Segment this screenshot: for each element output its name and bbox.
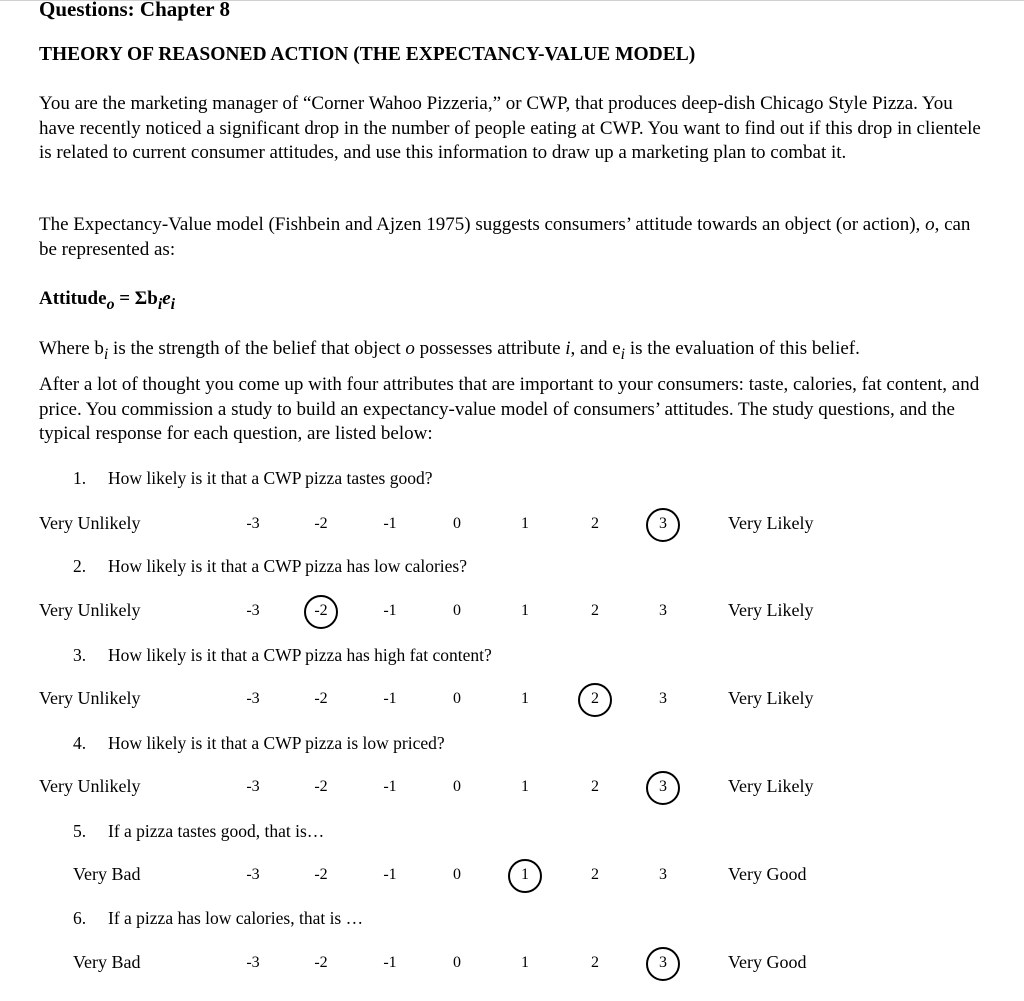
- where-text-2: is the strength of the belief that object: [108, 338, 406, 359]
- scale-left-label: Very Bad: [73, 952, 141, 972]
- scale-value: 0: [453, 690, 461, 707]
- where-var-i: i: [565, 338, 571, 359]
- formula-rhs-e: e: [162, 288, 171, 309]
- scale-value: -2: [314, 515, 328, 532]
- selected-response-circle: [304, 595, 338, 629]
- scale-value: 1: [521, 690, 529, 707]
- scale-value: 3: [659, 778, 667, 795]
- scale-value: -3: [246, 866, 260, 883]
- scale-left-label: Very Unlikely: [39, 776, 141, 796]
- scale-value: 1: [521, 866, 529, 883]
- scale-value: 0: [453, 866, 461, 883]
- where-text-1: Where b: [39, 338, 104, 359]
- formula-rhs-sub1: i: [157, 295, 163, 313]
- scale-value: 1: [521, 778, 529, 795]
- formula-lhs: Attitude: [39, 288, 107, 309]
- selected-response-circle: [646, 508, 680, 542]
- model-text-2: , can be represented as:: [39, 214, 971, 260]
- where-sub-2: i: [620, 345, 626, 363]
- scale-right-label: Very Likely: [728, 513, 814, 533]
- scale-right-label: Very Likely: [728, 688, 814, 708]
- scale-value: 0: [453, 954, 461, 971]
- scale-value: 2: [591, 866, 599, 883]
- question-text: How likely is it that a CWP pizza has high fat content?: [108, 645, 492, 665]
- question-number: 6.: [73, 908, 87, 928]
- formula-rhs: = Σb: [114, 288, 158, 309]
- where-text-5: is the evaluation of this belief.: [625, 338, 860, 359]
- selected-response-circle: [508, 859, 542, 893]
- section-heading: THEORY OF REASONED ACTION (THE EXPECTANCY-VALUE MODEL): [39, 44, 696, 65]
- scale-value: -1: [383, 515, 397, 532]
- question-number: 1.: [73, 468, 87, 488]
- scale-value: 2: [591, 602, 599, 619]
- scale-value: 0: [453, 515, 461, 532]
- scale-value: 2: [591, 954, 599, 971]
- where-sub-1: i: [103, 345, 109, 363]
- selected-response-circle: [646, 771, 680, 805]
- scale-value: 1: [521, 602, 529, 619]
- scale-value: -3: [246, 515, 260, 532]
- question-text: How likely is it that a CWP pizza tastes good?: [108, 468, 433, 488]
- scale-value: -2: [314, 866, 328, 883]
- scale-value: 1: [521, 954, 529, 971]
- scale-value: 2: [591, 778, 599, 795]
- scale-left-label: Very Unlikely: [39, 688, 141, 708]
- scale-right-label: Very Likely: [728, 776, 814, 796]
- scale-right-label: Very Good: [728, 952, 807, 972]
- question-text: If a pizza tastes good, that is…: [108, 821, 325, 841]
- question-number: 5.: [73, 821, 87, 841]
- scale-value: -1: [383, 602, 397, 619]
- scale-value: -1: [383, 954, 397, 971]
- page-title: Questions: Chapter 8: [39, 0, 230, 21]
- model-paragraph: [39, 213, 989, 262]
- scale-value: -1: [383, 866, 397, 883]
- selected-response-circle: [646, 947, 680, 981]
- model-text-1: The Expectancy-Value model (Fishbein and Ajzen 1975) suggests consumers’ attitude towards an object (or action),: [39, 214, 926, 235]
- scale-value: 3: [659, 515, 667, 532]
- scale-value: -1: [383, 690, 397, 707]
- scale-value: -2: [314, 602, 328, 619]
- model-var-o: o: [925, 214, 935, 235]
- question-text: How likely is it that a CWP pizza has low calories?: [108, 556, 467, 576]
- scale-value: -1: [383, 778, 397, 795]
- question-number: 2.: [73, 556, 87, 576]
- formula-rhs-sub2: i: [170, 295, 176, 313]
- scale-value: -3: [246, 778, 260, 795]
- where-var-o: o: [405, 338, 415, 359]
- scale-value: 3: [659, 602, 667, 619]
- scale-value: 0: [453, 778, 461, 795]
- scale-value: 2: [591, 690, 599, 707]
- scale-value: -2: [314, 954, 328, 971]
- scale-value: -2: [314, 778, 328, 795]
- scale-value: -2: [314, 690, 328, 707]
- scale-value: -3: [246, 602, 260, 619]
- scale-value: 2: [591, 515, 599, 532]
- where-text-3: possesses attribute: [414, 338, 566, 359]
- where-paragraph: [39, 337, 989, 367]
- scale-left-label: Very Unlikely: [39, 600, 141, 620]
- scale-value: 0: [453, 602, 461, 619]
- scale-value: 3: [659, 866, 667, 883]
- where-text-4: , and e: [570, 338, 621, 359]
- question-number: 3.: [73, 645, 87, 665]
- scale-left-label: Very Unlikely: [39, 513, 141, 533]
- intro-paragraph: You are the marketing manager of “Corner Wahoo Pizzeria,” or CWP, that produces deep-dish Chicago Style Pizza. You have recently noticed a significant drop in the number of people eating at CWP. You want to find out if this drop in clientele is related to current consumer attitudes, and use this information to draw up a marketing plan to combat it.: [39, 93, 981, 163]
- scale-right-label: Very Likely: [728, 600, 814, 620]
- scale-value: -3: [246, 690, 260, 707]
- selected-response-circle: [578, 683, 612, 717]
- question-text: How likely is it that a CWP pizza is low priced?: [108, 733, 445, 753]
- scale-right-label: Very Good: [728, 864, 807, 884]
- scale-value: 1: [521, 515, 529, 532]
- attitude-formula: [39, 288, 175, 314]
- question-number: 4.: [73, 733, 87, 753]
- question-text: If a pizza has low calories, that is …: [108, 908, 364, 928]
- study-paragraph: After a lot of thought you come up with four attributes that are important to your consumers: taste, calories, fat content, and price. You commission a study to build an expectancy-value model of consumers’ attitudes. The study questions, and the typical response for each question, are listed below:: [39, 374, 980, 444]
- formula-lhs-sub: o: [106, 295, 115, 313]
- scale-left-label: Very Bad: [73, 864, 141, 884]
- scale-value: 3: [659, 690, 667, 707]
- scale-value: 3: [659, 954, 667, 971]
- scale-value: -3: [246, 954, 260, 971]
